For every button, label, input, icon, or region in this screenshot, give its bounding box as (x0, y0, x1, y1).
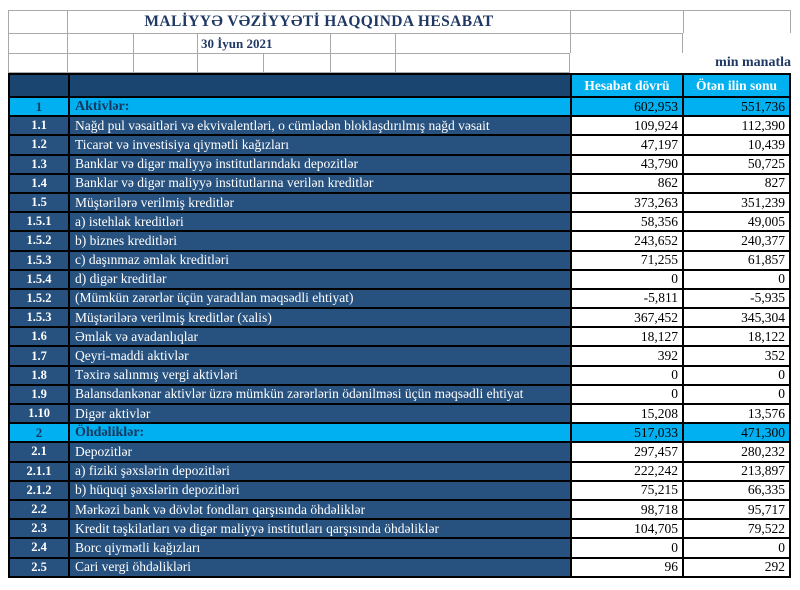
value-previous: 18,122 (682, 328, 789, 345)
table-row (10, 115, 789, 134)
report-header-grid (8, 10, 791, 73)
empty-cell (683, 33, 791, 53)
row-number: 2.3 (10, 520, 68, 537)
empty-cell (570, 10, 683, 33)
table-row (10, 461, 789, 480)
value-current: 297,457 (570, 443, 682, 460)
table-row (10, 365, 789, 384)
row-label: Nağd pul vəsaitləri və ekvivalentləri, o cümlədən bloklaşdırılmış nağd vəsait (68, 117, 570, 134)
value-current: 96 (570, 559, 682, 576)
value-previous: 352 (682, 347, 789, 364)
value-previous: 213,897 (682, 463, 789, 480)
value-previous: 13,576 (682, 405, 789, 422)
empty-cell (395, 53, 570, 73)
row-label: Digər aktivlər (68, 405, 570, 422)
empty-cell (330, 33, 395, 53)
row-label: Müştərilərə verilmiş kreditlər (68, 194, 570, 211)
row-label: Ticarət və investisiya qiymətli kağızları (68, 136, 570, 153)
row-label: Borc qiymətli kağızları (68, 539, 570, 556)
unit-note: min manatla (715, 55, 791, 70)
table-row (10, 537, 789, 556)
row-number: 1.9 (10, 386, 68, 403)
row-number: 1 (10, 98, 68, 115)
row-number: 2.4 (10, 539, 68, 556)
row-label: Kredit təşkilatları və digər maliyyə institutları qarşısında öhdəliklər (68, 520, 570, 537)
value-previous: 79,522 (682, 520, 789, 537)
table-row (10, 441, 789, 460)
value-previous: 0 (682, 271, 789, 288)
table-row (10, 250, 789, 269)
row-number: 1.5.1 (10, 213, 68, 230)
column-header-current: Hesabat dövrü (570, 75, 682, 96)
value-current: -5,811 (570, 290, 682, 307)
table-header-row (10, 75, 789, 96)
value-previous: 112,390 (682, 117, 789, 134)
report-title: MALİYYƏ VƏZİYYƏTİ HAQQINDA HESABAT (67, 10, 570, 33)
table-row (10, 499, 789, 518)
value-current: 367,452 (570, 309, 682, 326)
value-current: 222,242 (570, 463, 682, 480)
table-body (10, 96, 789, 576)
header-number-cell (10, 75, 68, 96)
empty-cell (67, 33, 133, 53)
row-number: 1.5.2 (10, 232, 68, 249)
value-previous: 240,377 (682, 232, 789, 249)
value-current: 75,215 (570, 482, 682, 499)
row-number: 1.6 (10, 328, 68, 345)
value-previous: 66,335 (682, 482, 789, 499)
statement-table (8, 73, 791, 578)
empty-cell (8, 53, 67, 73)
row-label: Depozitlər (68, 443, 570, 460)
value-current: 392 (570, 347, 682, 364)
row-number: 1.10 (10, 405, 68, 422)
value-current: 18,127 (570, 328, 682, 345)
table-row (10, 422, 789, 441)
value-previous: 351,239 (682, 194, 789, 211)
value-previous: 827 (682, 175, 789, 192)
value-previous: 471,300 (682, 424, 789, 441)
row-label: Aktivlər: (68, 98, 570, 115)
value-previous: 49,005 (682, 213, 789, 230)
header-row-date (8, 33, 791, 53)
table-row (10, 326, 789, 345)
value-current: 373,263 (570, 194, 682, 211)
row-number: 1.7 (10, 347, 68, 364)
row-number: 1.5.3 (10, 252, 68, 269)
row-label: Cari vergi öhdəlikləri (68, 559, 570, 576)
empty-cell (263, 53, 330, 73)
empty-cell (8, 33, 67, 53)
row-number: 2.2 (10, 501, 68, 518)
row-label: Əmlak və avadanlıqlar (68, 328, 570, 345)
value-previous: 0 (682, 539, 789, 556)
table-row (10, 307, 789, 326)
header-row-unit (8, 53, 791, 73)
value-previous: 0 (682, 386, 789, 403)
header-row-title (8, 10, 791, 33)
empty-cell (197, 53, 263, 73)
row-label: c) daşınmaz əmlak kreditləri (68, 252, 570, 269)
value-current: 47,197 (570, 136, 682, 153)
row-label: d) digər kreditlər (68, 271, 570, 288)
row-number: 2.1.1 (10, 463, 68, 480)
value-current: 15,208 (570, 405, 682, 422)
table-row (10, 518, 789, 537)
row-number: 2 (10, 424, 68, 441)
value-current: 109,924 (570, 117, 682, 134)
table-row (10, 192, 789, 211)
row-label: b) biznes kreditləri (68, 232, 570, 249)
empty-cell (133, 53, 197, 73)
table-row (10, 557, 789, 576)
table-row (10, 154, 789, 173)
table-row (10, 480, 789, 499)
row-label: b) hüquqi şəxslərin depozitləri (68, 482, 570, 499)
row-number: 2.5 (10, 559, 68, 576)
row-number: 1.8 (10, 367, 68, 384)
row-number: 2.1.2 (10, 482, 68, 499)
row-label: Qeyri-maddi aktivlər (68, 347, 570, 364)
row-number: 1.5.3 (10, 309, 68, 326)
row-number: 1.5.2 (10, 290, 68, 307)
column-header-previous: Ötən ilin sonu (682, 75, 789, 96)
value-current: 243,652 (570, 232, 682, 249)
row-label: Mərkəzi bank və dövlət fondları qarşısında öhdəliklər (68, 501, 570, 518)
value-previous: 0 (682, 367, 789, 384)
value-previous: 95,717 (682, 501, 789, 518)
empty-cell (67, 53, 133, 73)
empty-cell (8, 10, 67, 33)
row-label: (Mümkün zərərlər üçün yaradılan məqsədli ehtiyat) (68, 290, 570, 307)
empty-cell (330, 53, 395, 73)
row-number: 1.1 (10, 117, 68, 134)
row-label: Banklar və digər maliyyə institutlarındakı depozitlər (68, 156, 570, 173)
empty-cell (133, 33, 197, 53)
empty-cell (570, 33, 683, 53)
header-label-cell (68, 75, 570, 96)
value-current: 0 (570, 386, 682, 403)
row-label: Öhdəliklər: (68, 424, 570, 441)
row-label: Müştərilərə verilmiş kreditlər (xalis) (68, 309, 570, 326)
value-current: 98,718 (570, 501, 682, 518)
row-label: Balansdankənar aktivlər üzrə mümkün zərərlərin ödənilməsi üçün məqsədli ehtiyat (68, 386, 570, 403)
table-row (10, 403, 789, 422)
value-previous: 50,725 (682, 156, 789, 173)
value-current: 71,255 (570, 252, 682, 269)
value-current: 0 (570, 271, 682, 288)
value-current: 0 (570, 367, 682, 384)
value-previous: 280,232 (682, 443, 789, 460)
value-previous: 345,304 (682, 309, 789, 326)
value-current: 104,705 (570, 520, 682, 537)
table-row (10, 96, 789, 115)
row-label: a) istehlak kreditləri (68, 213, 570, 230)
row-label: Banklar və digər maliyyə institutlarına verilən kreditlər (68, 175, 570, 192)
table-row (10, 345, 789, 364)
row-label: a) fiziki şəxslərin depozitləri (68, 463, 570, 480)
value-previous: 10,439 (682, 136, 789, 153)
report-date: 30 İyun 2021 (197, 33, 330, 53)
table-row (10, 230, 789, 249)
value-current: 517,033 (570, 424, 682, 441)
table-row (10, 211, 789, 230)
value-previous: 61,857 (682, 252, 789, 269)
row-number: 1.5 (10, 194, 68, 211)
table-row (10, 269, 789, 288)
row-number: 1.5.4 (10, 271, 68, 288)
value-previous: -5,935 (682, 290, 789, 307)
value-previous: 292 (682, 559, 789, 576)
row-label: Təxirə salınmış vergi aktivləri (68, 367, 570, 384)
empty-cell (395, 33, 570, 53)
value-current: 58,356 (570, 213, 682, 230)
empty-cell (683, 10, 791, 33)
value-current: 862 (570, 175, 682, 192)
row-number: 2.1 (10, 443, 68, 460)
table-row (10, 173, 789, 192)
row-number: 1.4 (10, 175, 68, 192)
row-number: 1.3 (10, 156, 68, 173)
value-previous: 551,736 (682, 98, 789, 115)
value-current: 43,790 (570, 156, 682, 173)
value-current: 0 (570, 539, 682, 556)
row-number: 1.2 (10, 136, 68, 153)
table-row (10, 384, 789, 403)
table-row (10, 288, 789, 307)
value-current: 602,953 (570, 98, 682, 115)
table-row (10, 134, 789, 153)
